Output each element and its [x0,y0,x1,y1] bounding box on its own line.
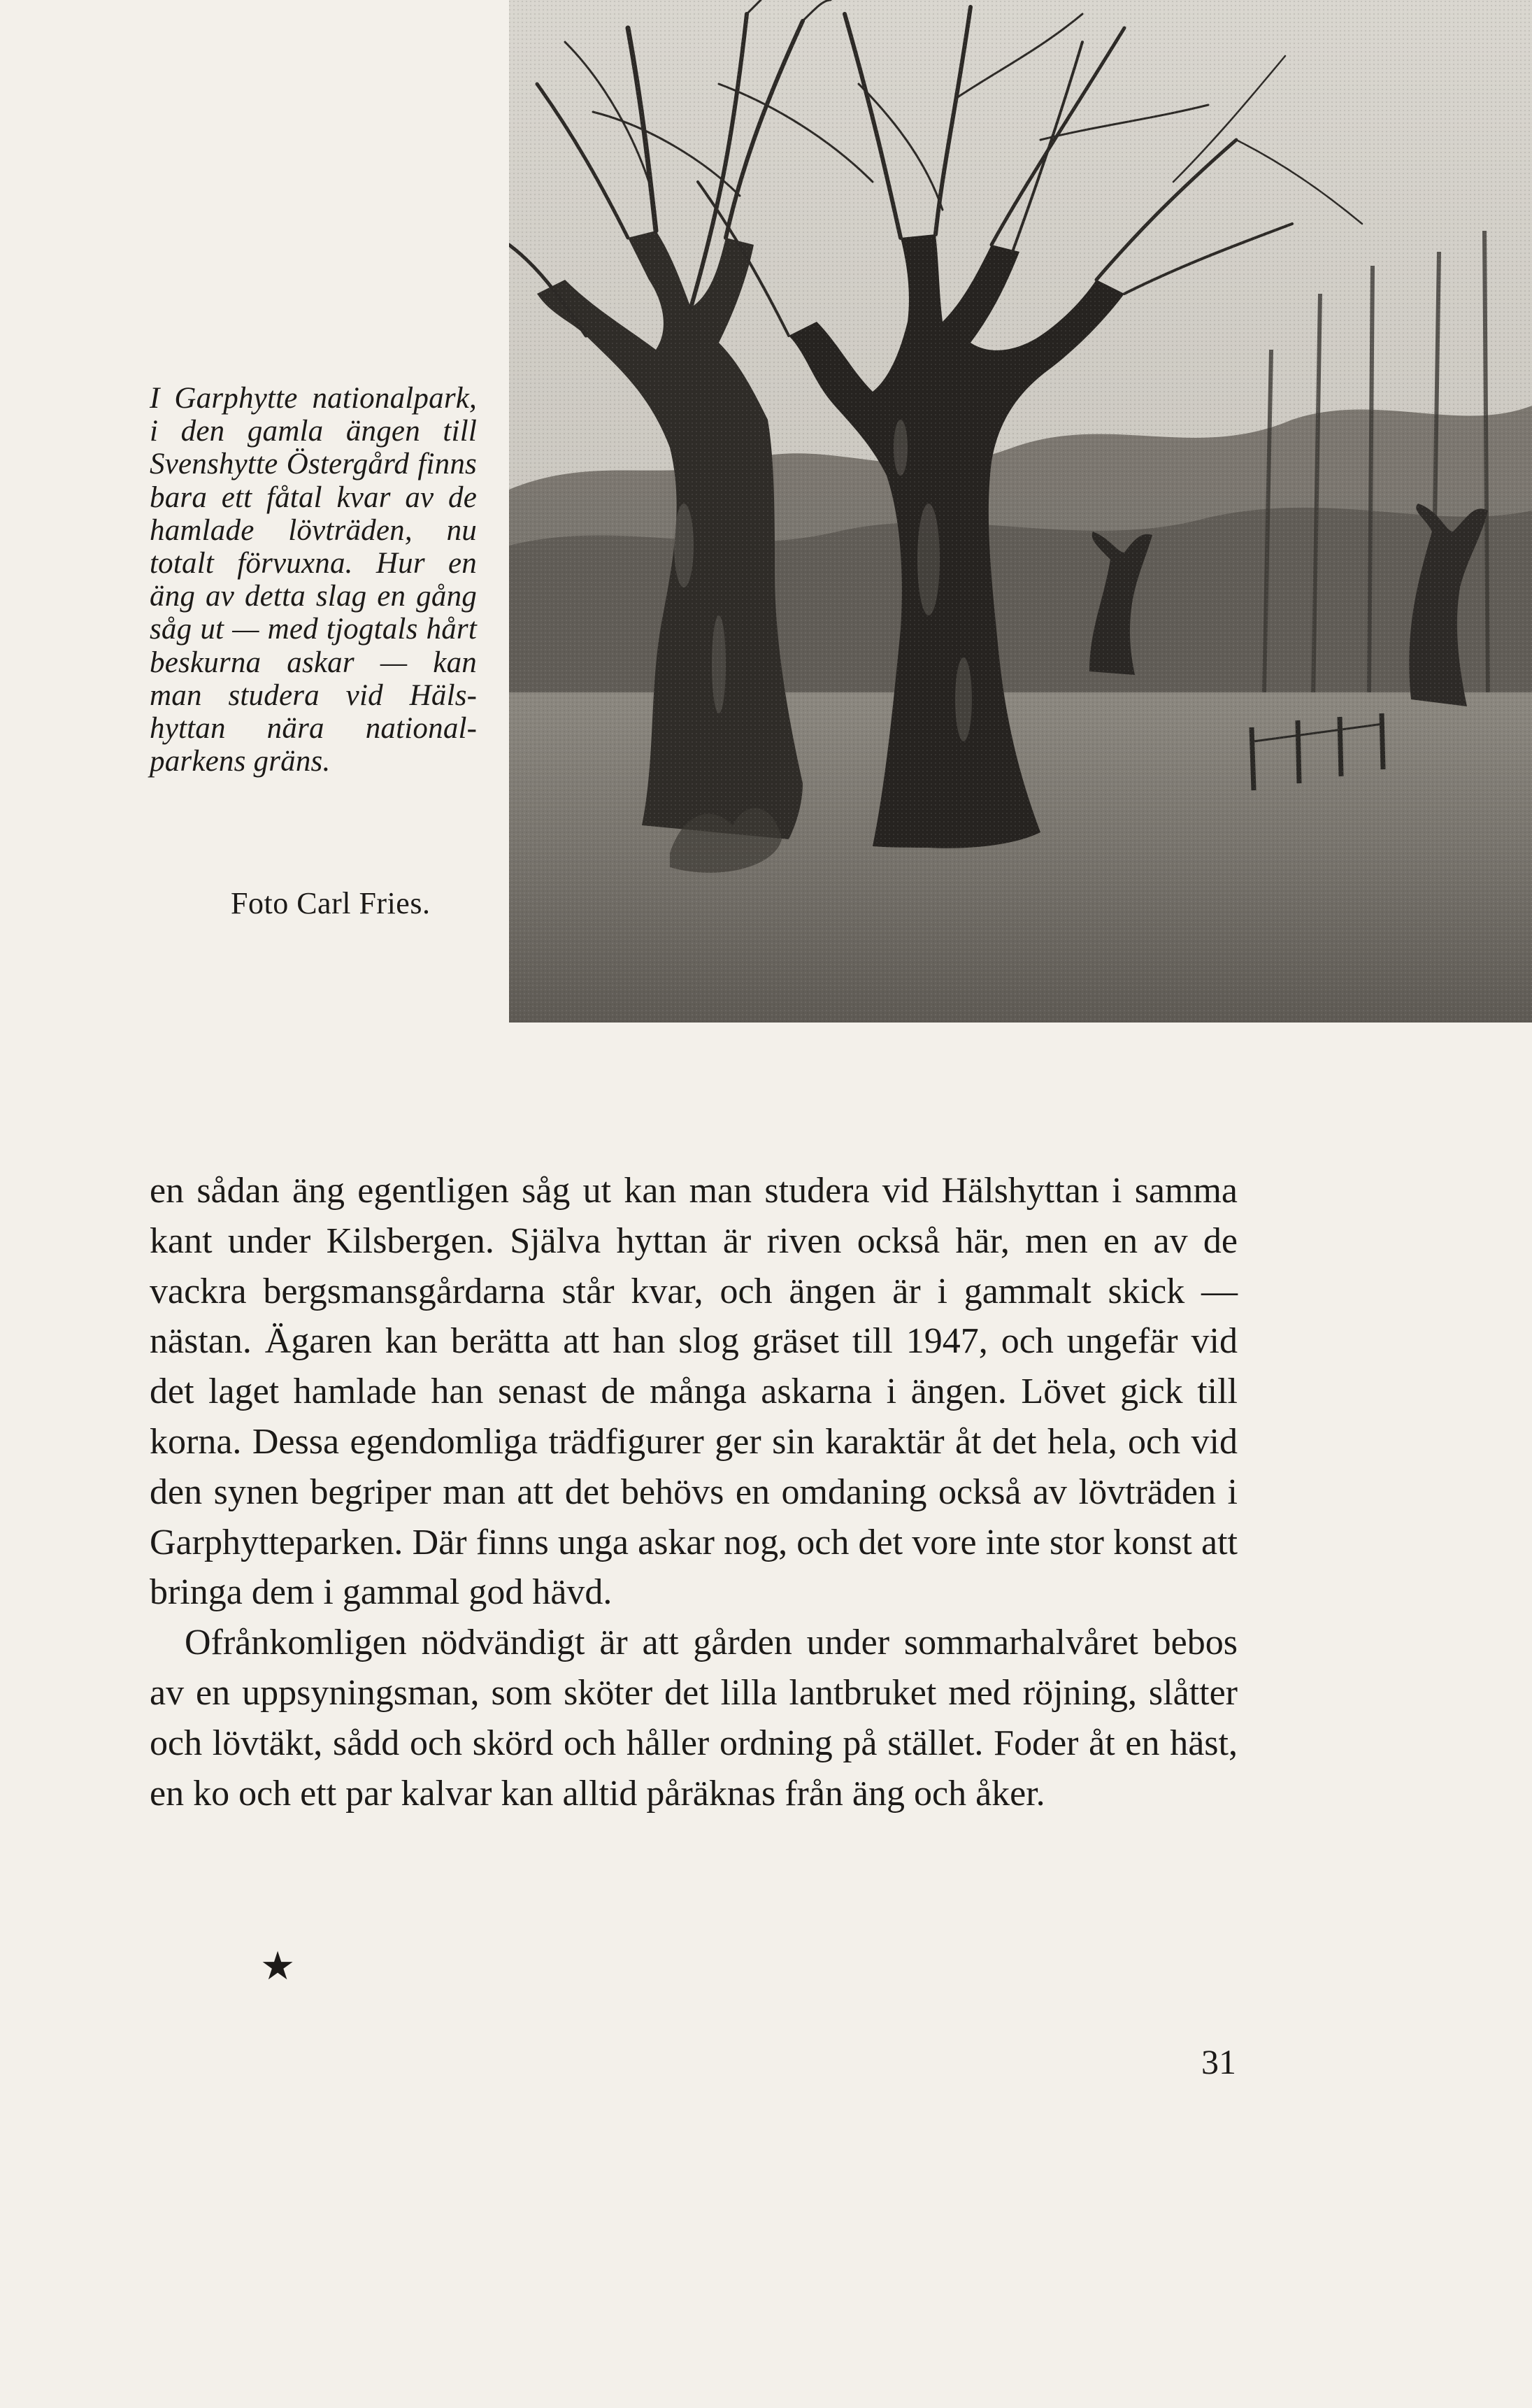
photo-caption: I Garphytte nationalpark, i den gamla ängen till Svenshytte Östergård finns bara ett fåtal kvar av de hamlade lövträden, nu totalt förvuxna. Hur en äng av detta slag en gång såg ut — med tjogtals hårt beskurna askar — kan man studera vid Hälshyttan nära nationalparkens gräns. [150,382,477,778]
meadow-photograph [509,0,1532,1023]
paragraph: en sådan äng egentligen såg ut kan man studera vid Hälshyttan i samma kant under Kilsbergen. Själva hyttan är riven också här, men en av de vackra bergsmansgårdarna står kvar, och ängen är i gammalt skick — nästan. Ägaren kan berätta att han slog gräset till 1947, och ungefär vid det laget hamlade han senast de många askarna i ängen. Lövet gick till korna. Dessa egendomliga trädfigurer ger sin karaktär åt det hela, och vid den synen begriper man att det behövs en omdaning också av lövträden i Garphytteparken. Där finns unga askar nog, och det vore inte stor konst att bringa dem i gammal god hävd. [150,1171,1238,1613]
body-text [150,1166,1238,1818]
paragraph: Ofrånkomligen nödvändigt är att gården under sommarhalvåret bebos av en uppsyningsman, som sköter det lilla lantbruket med röjning, slåtter och lövtäkt, sådd och skörd och håller ordning på stället. Foder åt en häst, en ko och ett par kalvar kan alltid påräknas från äng och åker. [150,1623,1238,1814]
page-number: 31 [1201,2042,1236,2081]
photo-credit: Foto Carl Fries. [231,886,431,920]
star-ornament-icon: ★ [260,1944,296,1989]
